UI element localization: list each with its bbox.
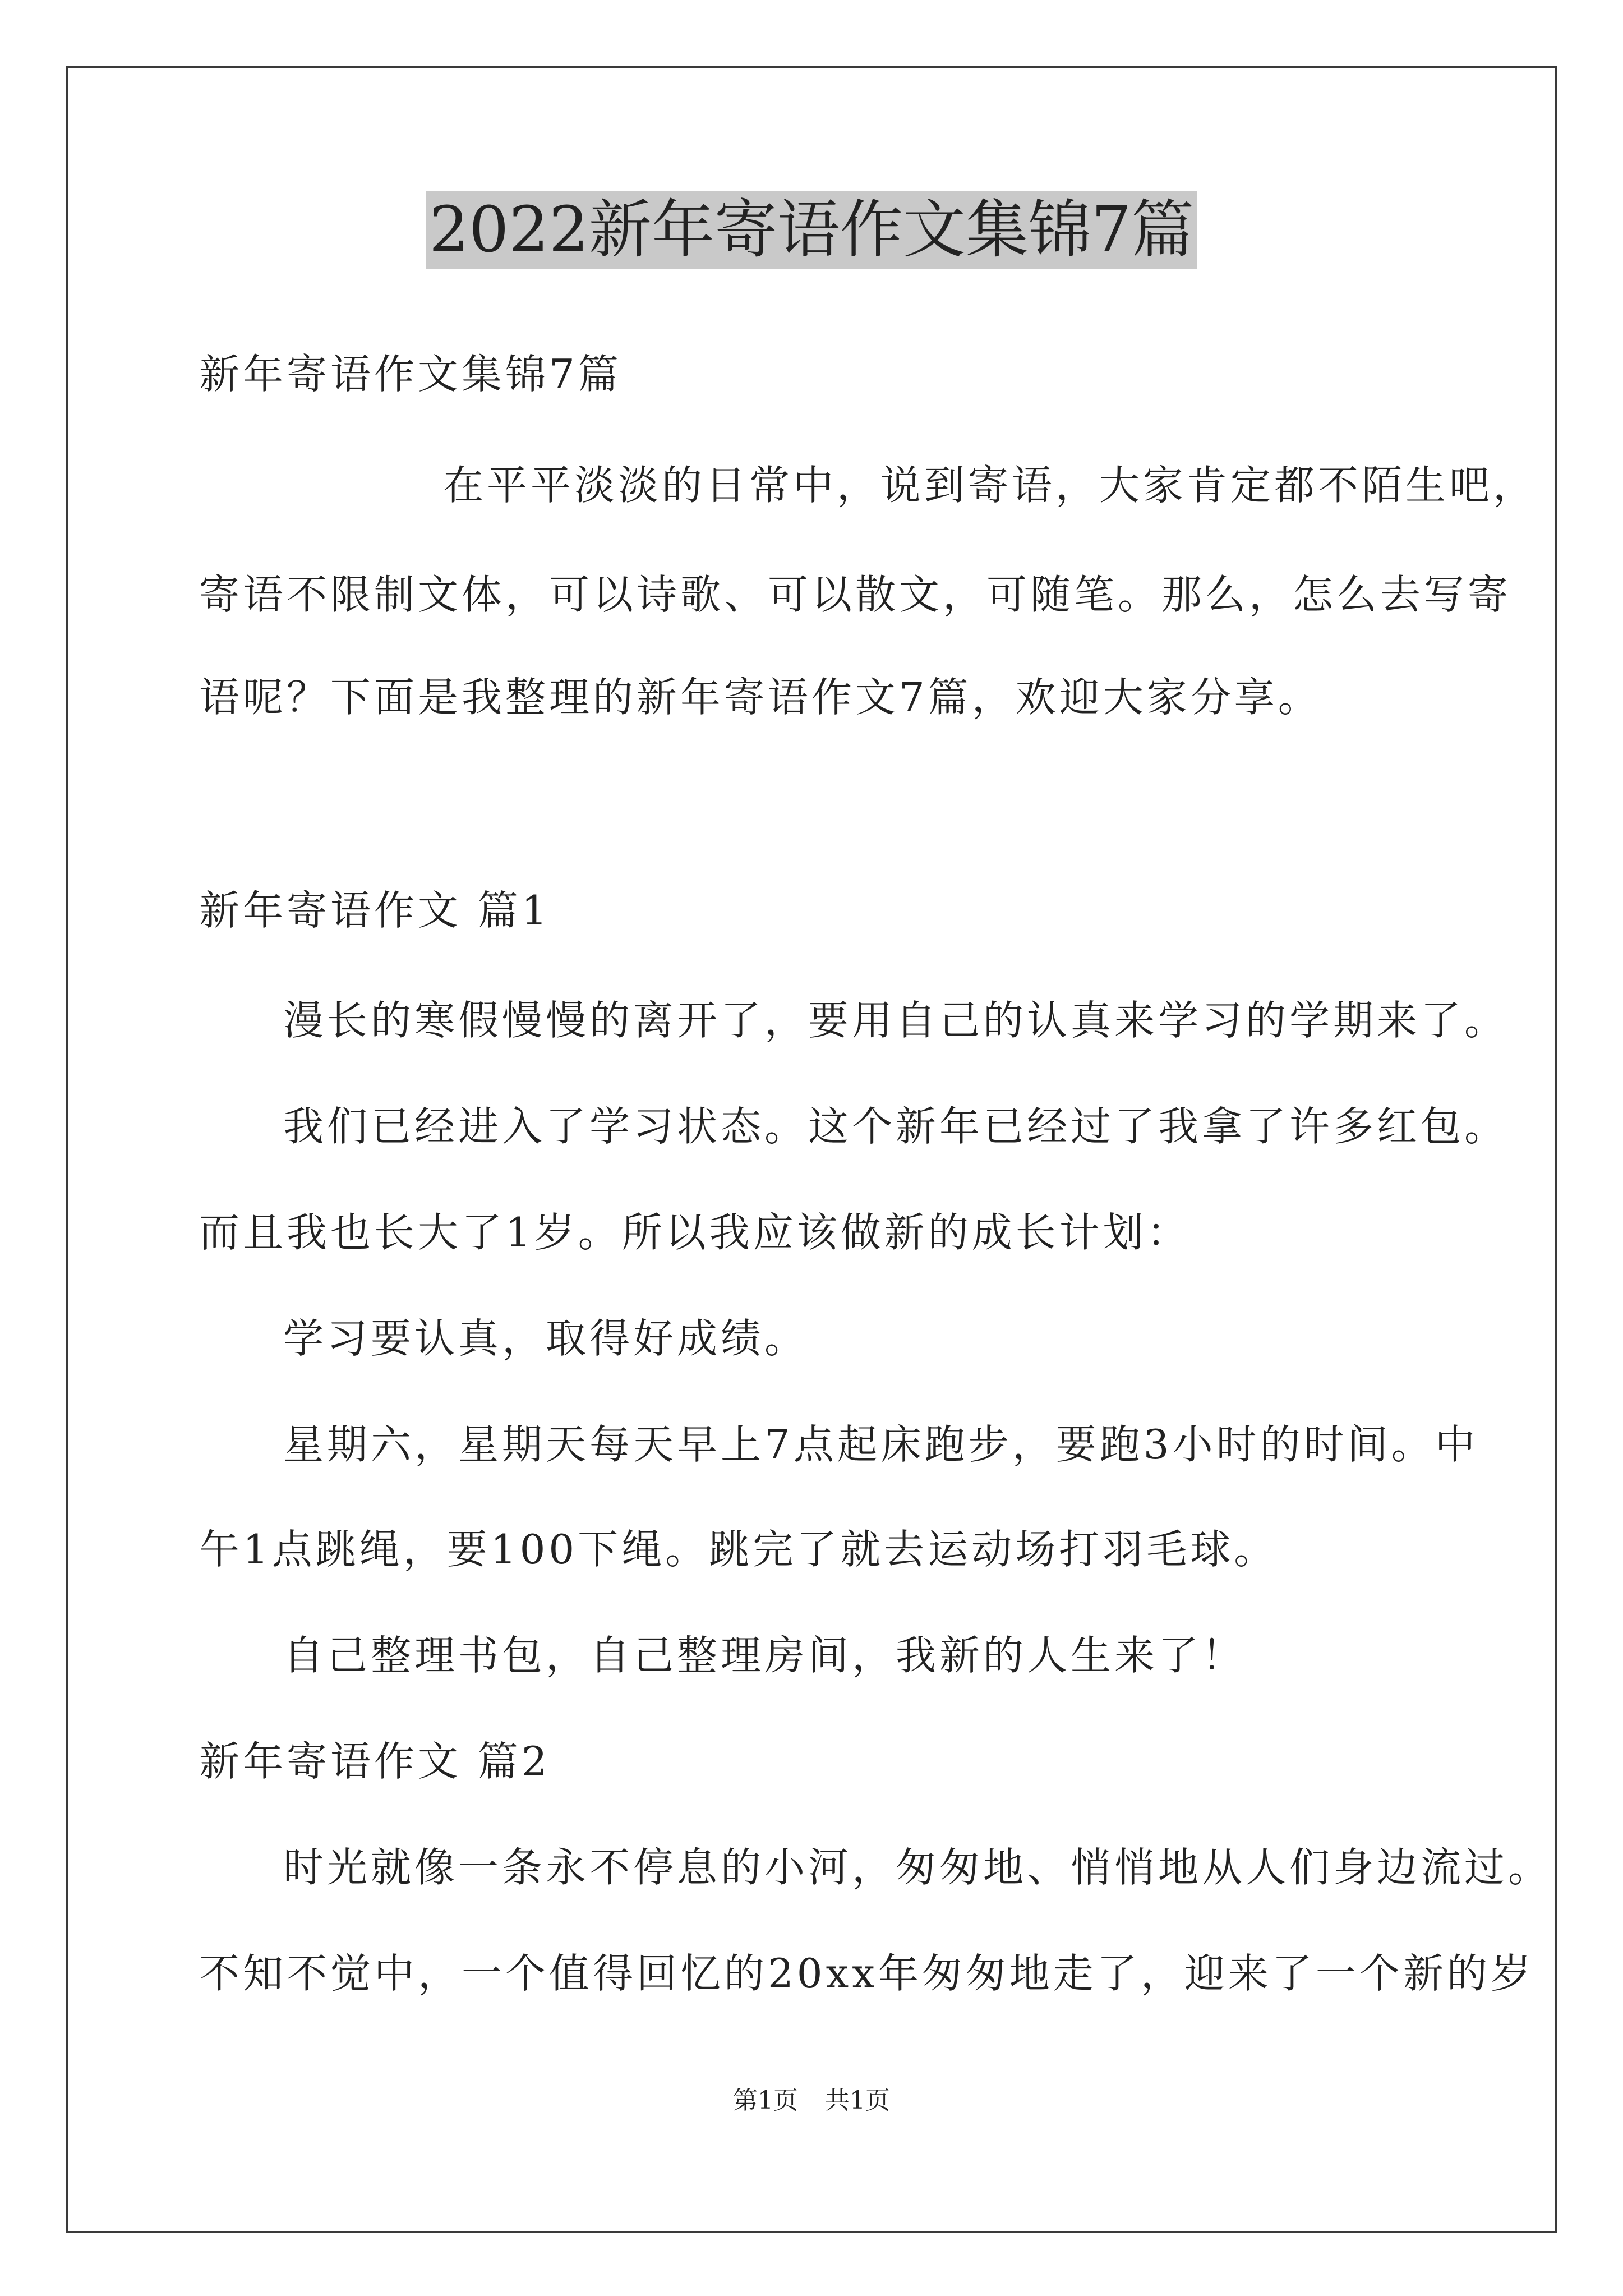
paragraph-line: 时光就像一条永不停息的小河，匆匆地、悄悄地从人们身边流过。: [283, 1844, 1552, 1891]
paragraph-line: 午1点跳绳，要100下绳。跳完了就去运动场打羽毛球。: [199, 1526, 1278, 1573]
paragraph-line: 语呢？下面是我整理的新年寄语作文7篇，欢迎大家分享。: [199, 674, 1322, 721]
section-heading: 新年寄语作文 篇2: [199, 1738, 551, 1785]
document-title-text: 2022新年寄语作文集锦7篇: [426, 191, 1197, 269]
paragraph-line: 漫长的寒假慢慢的离开了，要用自己的认真来学习的学期来了。: [283, 997, 1509, 1044]
section-heading: 新年寄语作文 篇1: [199, 887, 551, 934]
paragraph-line: 不知不觉中，一个值得回忆的20xx年匆匆地走了，迎来了一个新的岁: [199, 1950, 1534, 1997]
subtitle-line: 新年寄语作文集锦7篇: [199, 351, 622, 398]
paragraph-line: 我们已经进入了学习状态。这个新年已经过了我拿了许多红包。: [283, 1103, 1509, 1150]
paragraph-line: 自己整理书包，自己整理房间，我新的人生来了！: [283, 1632, 1246, 1679]
paragraph-line: 星期六，星期天每天早上7点起床跑步，要跑3小时的时间。中: [283, 1421, 1479, 1468]
page-footer: [0, 2084, 1623, 2118]
page-total: 共1页: [825, 2086, 890, 2115]
page-number: 第1页: [733, 2086, 798, 2115]
document-title: [0, 191, 1623, 269]
paragraph-line: 在平平淡淡的日常中，说到寄语，大家肯定都不陌生吧，: [443, 462, 1537, 509]
paragraph-line: 学习要认真，取得好成绩。: [283, 1315, 809, 1362]
paragraph-line: 而且我也长大了1岁。所以我应该做新的成长计划：: [199, 1209, 1191, 1256]
paragraph-line: 寄语不限制文体，可以诗歌、可以散文，可随笔。那么，怎么去写寄: [199, 571, 1512, 618]
